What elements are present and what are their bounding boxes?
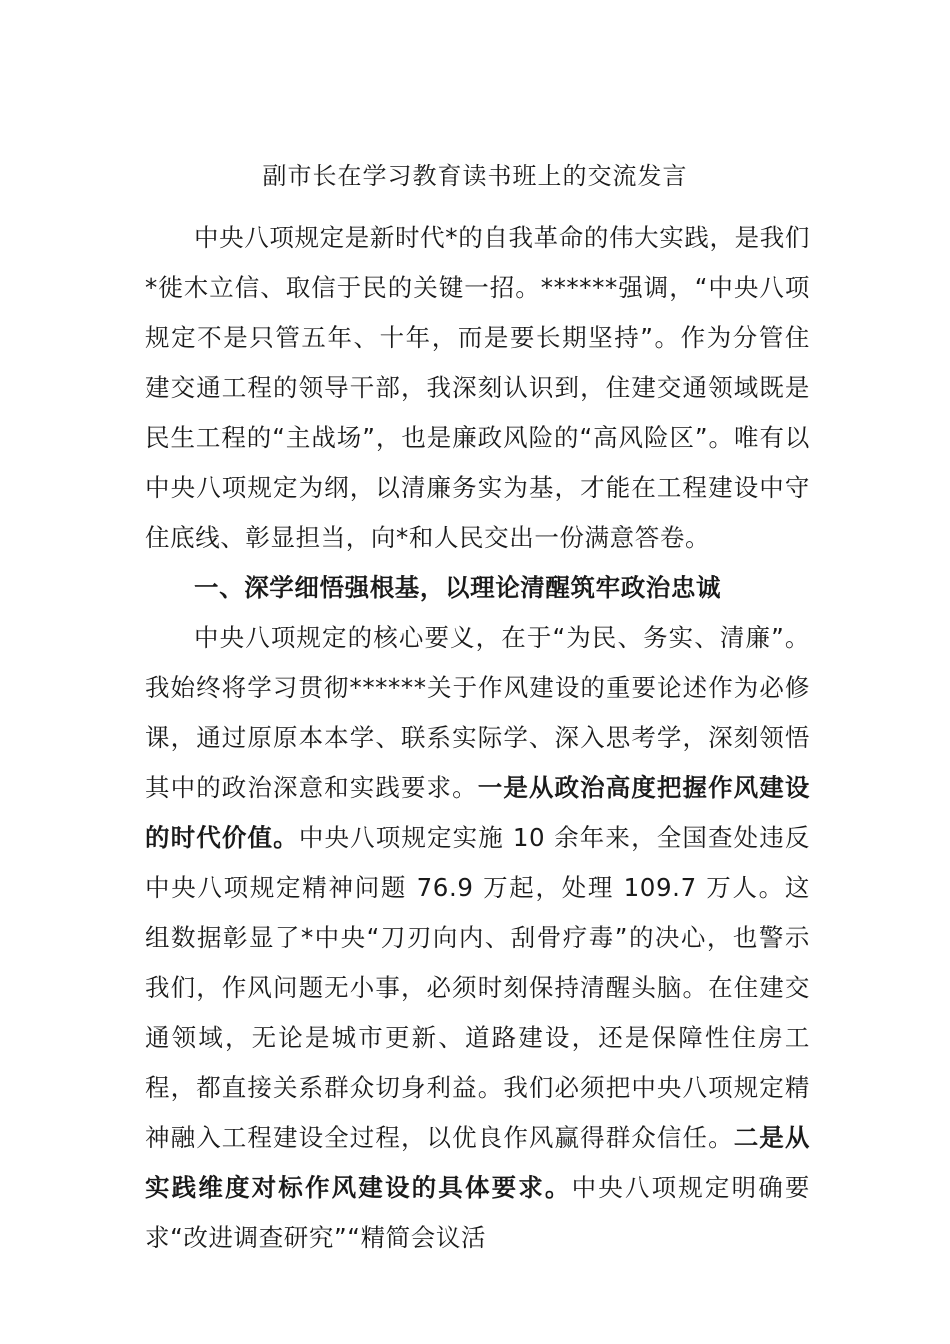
- paragraph-main: [145, 613, 810, 1263]
- paragraph-main-text-a: 中央八项规定的核心要义，在于“为民、务实、清廉”。我始终将学习贯彻******关于作风建设的重要论述作为必修课，通过原原本本学、联系实际学、深入思考学，深刻领悟其中的政治深意和实践要求。: [145, 623, 810, 802]
- body-section-intro: [145, 213, 810, 563]
- paragraph-main-point-2: 二是从实践维度对标作风建设的具体要求。: [145, 1123, 810, 1202]
- body-section-heading: [145, 563, 810, 613]
- section-heading-1: 一、深学细悟强根基，以理论清醒筑牢政治忠诚: [194, 573, 722, 602]
- paragraph-intro: 中央八项规定是新时代*的自我革命的伟大实践，是我们*徙木立信、取信于民的关键一招。******强调，“中央八项规定不是只管五年、十年，而是要长期坚持”。作为分管住建交通工程的领导干部，我深刻认识到，住建交通领域既是民生工程的“主战场”，也是廉政风险的“高风险区”。唯有以中央八项规定为纲，以清廉务实为基，才能在工程建设中守住底线、彰显担当，向*和人民交出一份满意答卷。: [145, 223, 810, 552]
- body-section-main: [145, 613, 810, 1263]
- paragraph-main-point-1: 一是从政治高度把握作风建设的时代价值。: [145, 773, 810, 852]
- paragraph-main-text-e: 中央八项规定明确要求“改进调查研究”“精简会议活: [145, 1173, 810, 1252]
- document-title: 副市长在学习教育读书班上的交流发言: [262, 162, 688, 190]
- paragraph-main-text-c: 中央八项规定实施 10 余年来，全国查处违反中央八项规定精神问题 76.9 万起，处理 109.7 万人。这组数据彰显了*中央“刀刃向内、刮骨疗毒”的决心，也警示我们，作风问题无小事，必须时刻保持清醒头脑。在住建交通领域，无论是城市更新、道路建设，还是保障性住房工程，都直接关系群众切身利益。我们必须把中央八项规定精神融入工程建设全过程，以优良作风赢得群众信任。: [145, 823, 810, 1152]
